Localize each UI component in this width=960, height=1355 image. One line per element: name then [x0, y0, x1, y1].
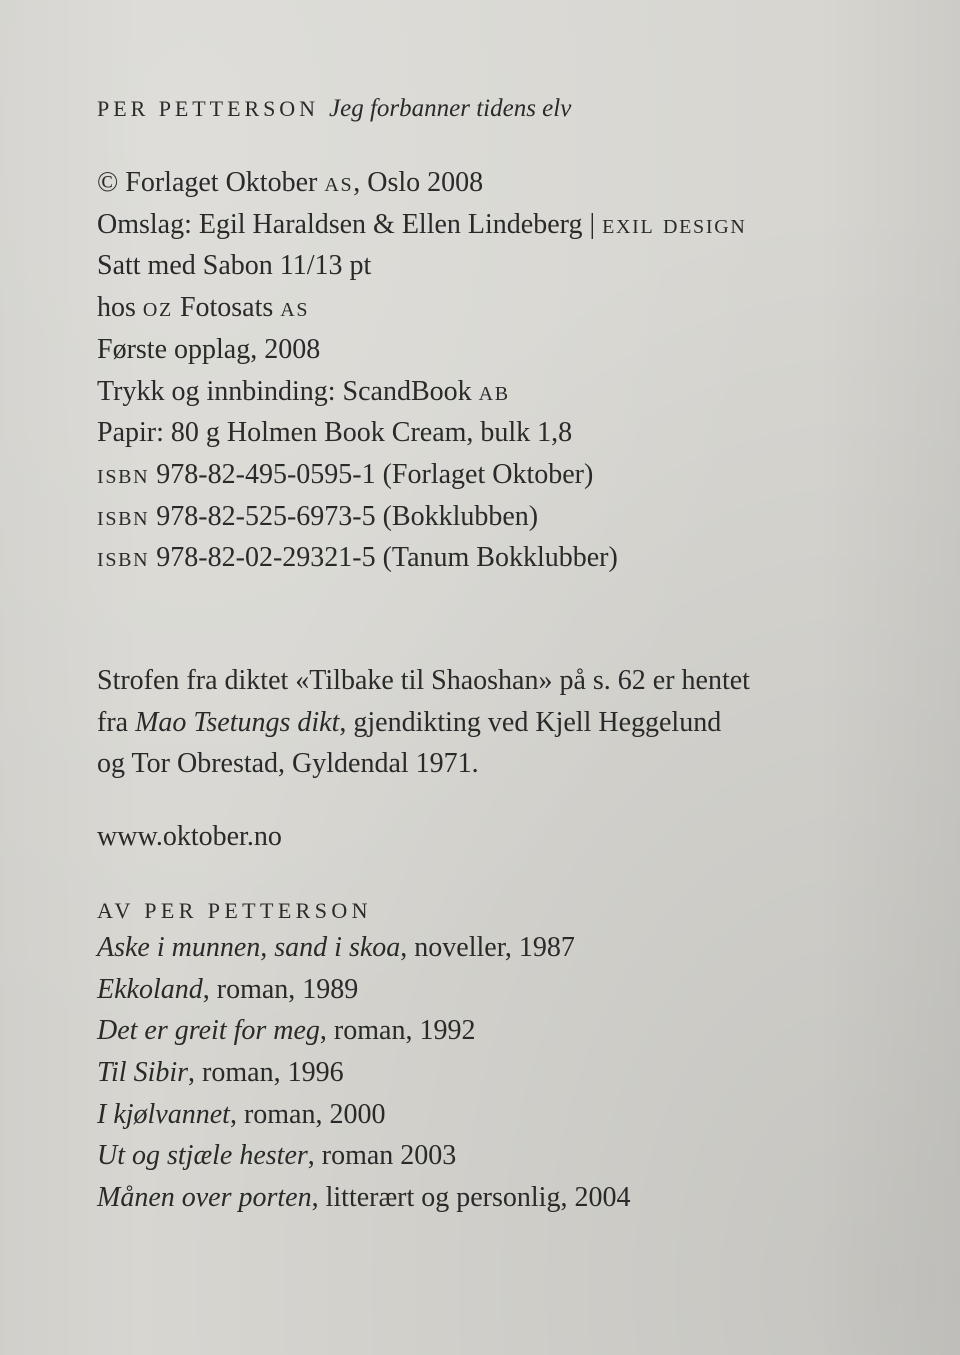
- copyright-line: [97, 162, 917, 204]
- page-header: [97, 92, 917, 126]
- isbn-label: isbn: [97, 458, 150, 490]
- typesetter-name: Fotosats: [172, 292, 281, 324]
- work-title: Til Sibir: [97, 1056, 189, 1088]
- copyright-text: © Forlaget Oktober: [97, 167, 325, 198]
- bibliography-item: [97, 1135, 917, 1177]
- colophon: [97, 162, 917, 579]
- copyright-place-year: , Oslo 2008: [353, 167, 484, 198]
- work-title: Aske i munnen, sand i skoa: [97, 931, 401, 963]
- paper-line: Papir: 80 g Holmen Book Cream, bulk 1,8: [97, 417, 573, 449]
- credit-line-3: og Tor Obrestad, Gyldendal 1971.: [97, 748, 479, 780]
- work-details: , roman 2003: [307, 1140, 457, 1172]
- work-details: , roman, 1992: [319, 1015, 476, 1047]
- work-details: , roman, 2000: [229, 1098, 386, 1130]
- printer: Trykk og innbinding: ScandBook: [97, 375, 479, 407]
- bibliography-item: [97, 969, 917, 1011]
- cover-design-line: [97, 204, 917, 246]
- typesetter-line: [97, 287, 917, 329]
- work-title: Det er greit for meg: [97, 1015, 320, 1047]
- poem-credit: [97, 660, 917, 785]
- typesetter-prefix: hos: [97, 292, 143, 324]
- work-details: , roman, 1996: [188, 1056, 344, 1088]
- printing-line: [97, 371, 917, 413]
- bibliography-list: [97, 927, 917, 1219]
- credit-source-title: Mao Tsetungs dikt: [135, 706, 340, 738]
- credit-line-1: Strofen fra diktet «Tilbake til Shaoshan» på s. 62 er hentet: [97, 665, 750, 697]
- bibliography-item: [97, 1010, 917, 1052]
- work-title: I kjølvannet: [97, 1098, 230, 1130]
- copyright-page: [97, 92, 917, 1219]
- bibliography-heading: AV PER PETTERSON: [97, 897, 372, 923]
- isbn-label: isbn: [97, 500, 150, 532]
- isbn-line: [97, 454, 917, 496]
- bibliography-item: [97, 927, 917, 969]
- printer-company-suffix: ab: [478, 375, 510, 407]
- work-details: , roman, 1989: [202, 973, 359, 1005]
- isbn-line: [97, 496, 917, 538]
- work-title: Ut og stjæle hester: [97, 1140, 308, 1172]
- work-title: Ekkoland: [97, 973, 203, 1005]
- work-details: , noveller, 1987: [400, 931, 575, 963]
- work-details: , litterært og personlig, 2004: [311, 1182, 631, 1214]
- isbn-label: isbn: [97, 542, 150, 574]
- isbn-value: 978-82-525-6973-5 (Bokklubben): [149, 500, 539, 532]
- book-title: Jeg forbanner tidens elv: [329, 95, 572, 122]
- typeset-line: Satt med Sabon 11/13 pt: [97, 250, 372, 282]
- isbn-value: 978-82-02-29321-5 (Tanum Bokklubber): [149, 542, 618, 574]
- isbn-value: 978-82-495-0595-1 (Forlaget Oktober): [149, 458, 594, 490]
- credit-line-2: [97, 702, 917, 744]
- credit-prefix: fra: [97, 706, 136, 738]
- isbn-line: [97, 537, 917, 579]
- first-edition-line: Første opplag, 2008: [97, 333, 321, 365]
- author-name: PER PETTERSON: [97, 96, 320, 121]
- work-title: Månen over porten: [97, 1182, 312, 1214]
- bibliography-item: [97, 1094, 917, 1136]
- publisher-website: www.oktober.no: [97, 821, 282, 853]
- cover-designers: Omslag: Egil Haraldsen & Ellen Lindeberg |: [97, 208, 603, 240]
- copyright-company-suffix: as: [324, 167, 354, 198]
- bibliography-item: [97, 1052, 917, 1094]
- typesetter-abbrev: oz: [142, 292, 173, 324]
- credit-translator: , gjendikting ved Kjell Heggelund: [339, 706, 722, 738]
- typesetter-company-suffix: as: [280, 292, 310, 324]
- bibliography-item: [97, 1177, 917, 1219]
- design-studio: exil design: [602, 208, 747, 240]
